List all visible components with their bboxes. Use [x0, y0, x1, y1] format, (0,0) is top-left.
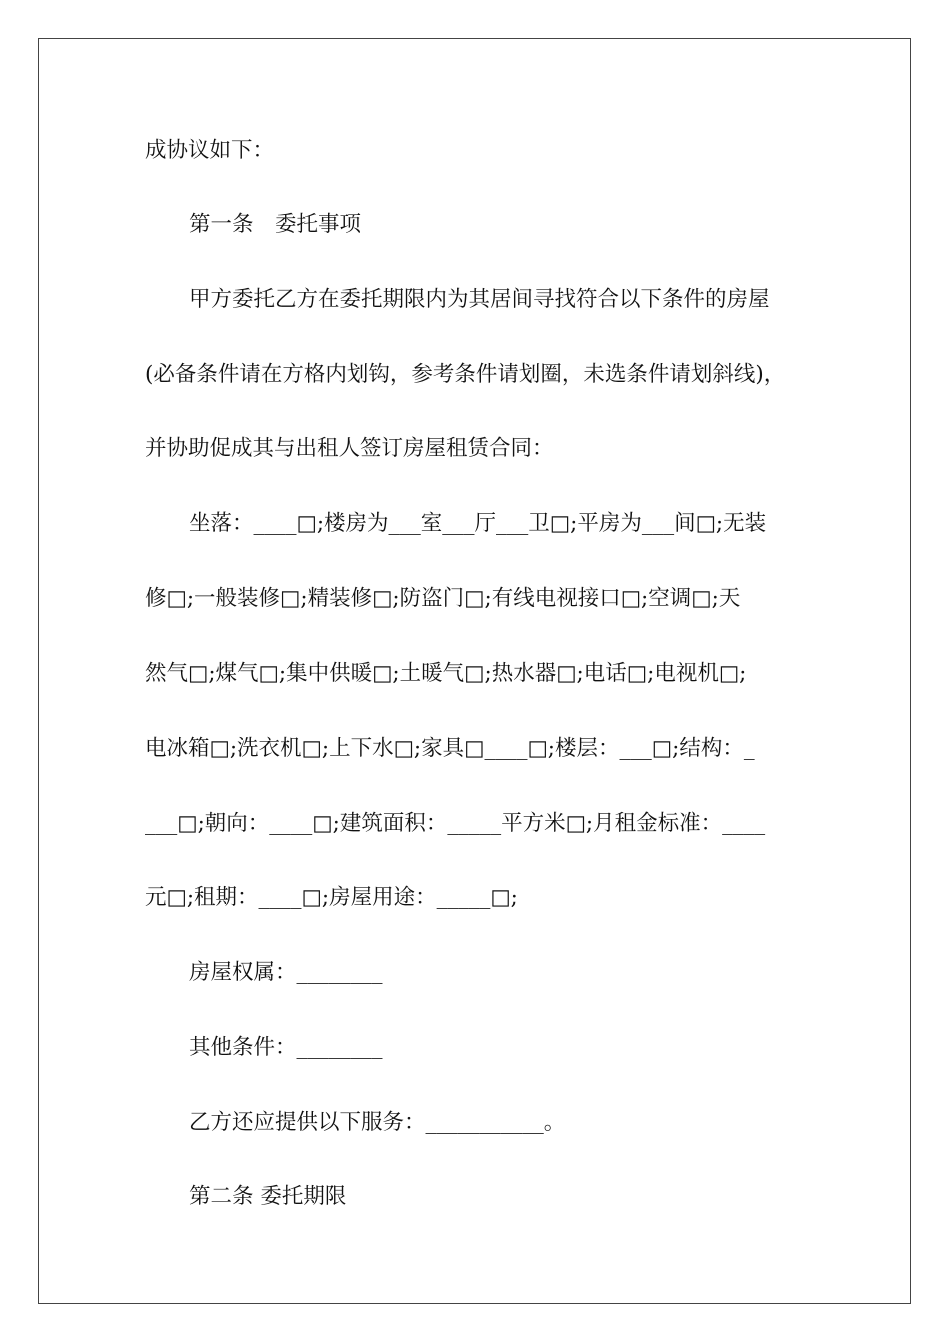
paragraph-line: 甲方委托乙方在委托期限内为其居间寻找符合以下条件的房屋	[189, 287, 770, 312]
paragraph-line: 元□;租期：____□;房屋用途：_____□;	[145, 885, 518, 910]
article-heading: 第一条 委托事项	[189, 212, 362, 237]
article-heading: 第二条 委托期限	[189, 1184, 347, 1209]
paragraph-line: 房屋权属：________	[189, 960, 383, 985]
paragraph-line: 并协助促成其与出租人签订房屋租赁合同：	[145, 436, 554, 461]
paragraph-line: 坐落：____□;楼房为___室___厅___卫□;平房为___间□;无装	[189, 511, 767, 536]
paragraph-line: 乙方还应提供以下服务：___________。	[189, 1110, 566, 1135]
paragraph-line: 其他条件：________	[189, 1035, 383, 1060]
paragraph-line: 成协议如下：	[145, 138, 275, 163]
paragraph-line: (必备条件请在方格内划钩，参考条件请划圈，未选条件请划斜线)，	[145, 362, 786, 387]
paragraph-line: 电冰箱□;洗衣机□;上下水□;家具□____□;楼层：___□;结构：_	[145, 736, 755, 761]
paragraph-line: 修□;一般装修□;精装修□;防盗门□;有线电视接口□;空调□;天	[145, 586, 741, 611]
paragraph-line: 然气□;煤气□;集中供暖□;土暖气□;热水器□;电话□;电视机□;	[145, 661, 747, 686]
paragraph-line: ___□;朝向：____□;建筑面积：_____平方米□;月租金标准：____	[145, 811, 766, 836]
